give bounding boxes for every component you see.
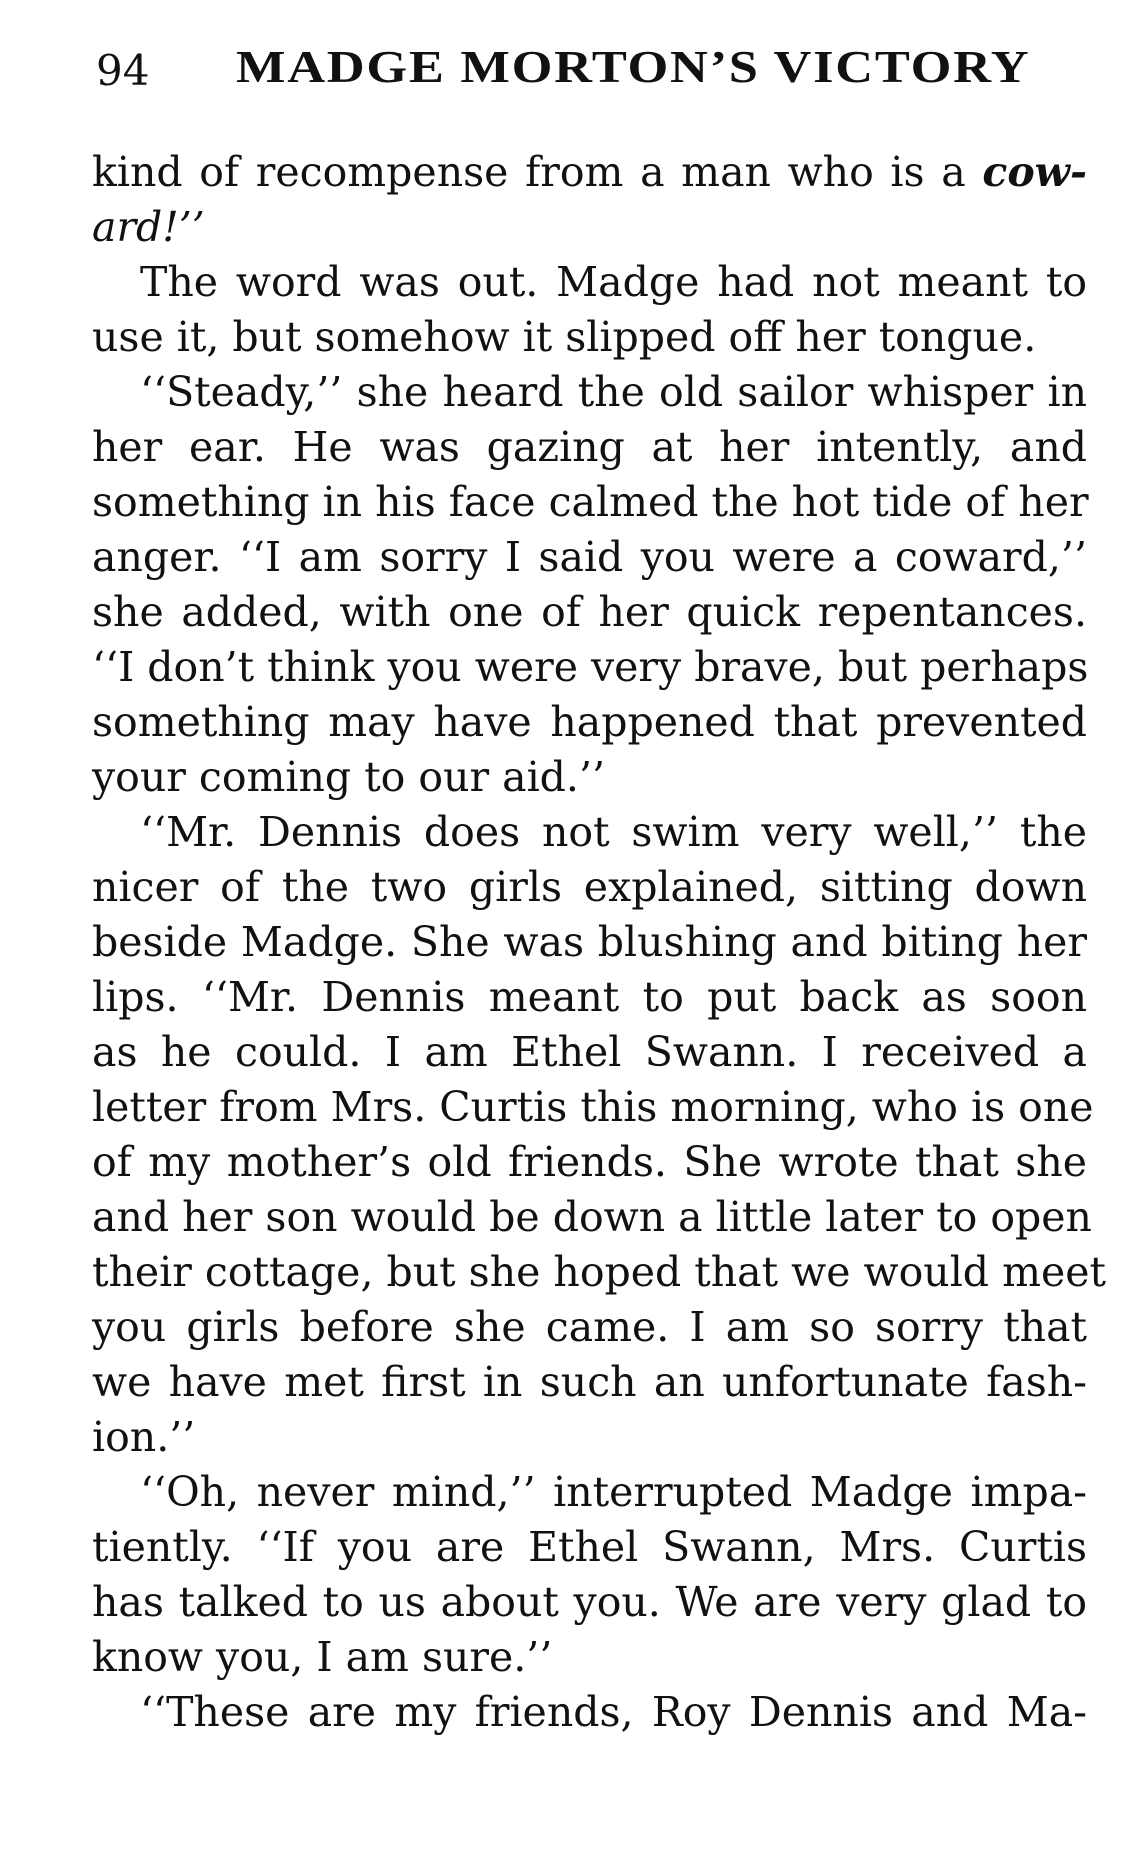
text-line: as he could. I am Ethel Swann. I received a <box>92 1028 1087 1076</box>
text-line: she added, with one of her quick repentances. <box>92 588 1087 636</box>
text-line: their cottage, but she hoped that we would meet <box>92 1248 1106 1296</box>
text-line: ‘‘Oh, never mind,’’ interrupted Madge impa- <box>140 1468 1087 1516</box>
text-line: The word was out. Madge had not meant to <box>140 258 1087 306</box>
page-header <box>96 40 1086 110</box>
text-line: her ear. He was gazing at her intently, and <box>92 423 1087 471</box>
running-title: MADGE MORTON’S VICTORY <box>236 41 1031 92</box>
text-line: nicer of the two girls explained, sitting down <box>92 863 1087 911</box>
text-line: lips. ‘‘Mr. Dennis meant to put back as soon <box>92 973 1087 1021</box>
text-line: ‘‘I don’t think you were very brave, but perhaps <box>92 643 1089 691</box>
text-line: beside Madge. She was blushing and biting her <box>92 918 1087 966</box>
text-line: kind of recompense from a man who is a cow- <box>92 148 1087 196</box>
text-line: and her son would be down a little later to open <box>92 1193 1092 1241</box>
text-line: ‘‘Mr. Dennis does not swim very well,’’ the <box>140 808 1087 856</box>
text-line: letter from Mrs. Curtis this morning, who is one <box>92 1083 1094 1131</box>
body-text <box>92 145 1106 1740</box>
text-line: ‘‘These are my friends, Roy Dennis and Ma- <box>140 1688 1087 1736</box>
page-number: 94 <box>96 46 150 95</box>
text-line: know you, I am sure.’’ <box>92 1633 553 1681</box>
text-line: of my mother’s old friends. She wrote that she <box>92 1138 1087 1186</box>
text-line: something in his face calmed the hot tide of her <box>92 478 1089 526</box>
text-line: use it, but somehow it slipped off her tongue. <box>92 313 1037 361</box>
text-line: we have met first in such an unfortunate fash- <box>92 1358 1087 1406</box>
text-line: your coming to our aid.’’ <box>92 753 606 801</box>
text-line: ard!’’ <box>92 203 205 251</box>
text-line: has talked to us about you. We are very glad to <box>92 1578 1087 1626</box>
text-line: tiently. ‘‘If you are Ethel Swann, Mrs. Curtis <box>92 1523 1087 1571</box>
text-line: ‘‘Steady,’’ she heard the old sailor whisper in <box>140 368 1087 416</box>
text-line: you girls before she came. I am so sorry that <box>92 1303 1087 1351</box>
text-line: ion.’’ <box>92 1413 196 1461</box>
text-line: anger. ‘‘I am sorry I said you were a coward,’’ <box>92 533 1087 581</box>
text-line: something may have happened that prevented <box>92 698 1087 746</box>
